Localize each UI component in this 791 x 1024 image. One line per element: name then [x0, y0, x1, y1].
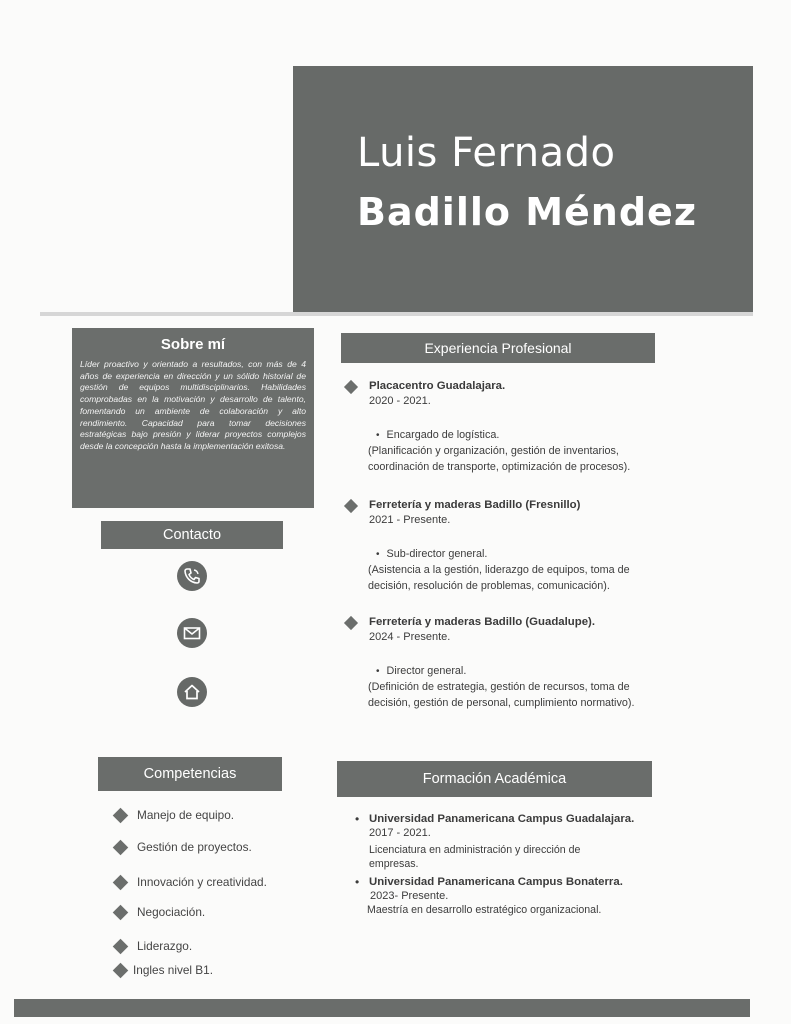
contact-title: Contacto — [101, 521, 283, 549]
experience-description: (Planificación y organización, gestión de inventarios, coordinación de transporte, optimización de procesos). — [368, 445, 631, 473]
bullet-diamond-icon — [113, 939, 129, 955]
bullet-diamond-icon — [113, 905, 129, 921]
bullet-diamond-icon — [344, 499, 358, 513]
competency-label: Ingles nivel B1. — [133, 963, 214, 977]
competency-item — [137, 808, 234, 822]
first-name: Luis Fernado — [357, 130, 616, 176]
experience-role: • Encargado de logística. — [376, 429, 499, 441]
competency-item — [137, 840, 252, 854]
bullet-diamond-icon — [113, 808, 129, 824]
competency-item — [133, 963, 213, 977]
last-name: Badillo Méndez — [357, 190, 697, 234]
header-divider — [40, 312, 753, 316]
competency-label: Innovación y creatividad. — [137, 875, 267, 889]
bullet-diamond-icon — [113, 840, 129, 856]
experience-description: (Asistencia a la gestión, liderazgo de equipos, toma de decisión, resolución de problemas, comunicación). — [368, 564, 630, 592]
education-school: Universidad Panamericana Campus Guadalajara. — [369, 813, 635, 825]
experience-company: Ferretería y maderas Badillo (Fresnillo) — [369, 499, 581, 511]
competencies-title: Competencias — [98, 757, 282, 791]
bullet-diamond-icon — [344, 380, 358, 394]
education-degree: Licenciatura en administración y dirección de empresas. — [369, 844, 581, 870]
bullet-diamond-icon — [344, 616, 358, 630]
phone-icon[interactable] — [177, 561, 207, 591]
education-dates: 2017 - 2021. — [369, 827, 431, 839]
education-degree: Maestría en desarrollo estratégico organizacional. — [367, 904, 602, 916]
experience-role: • Sub-director general. — [376, 548, 487, 560]
home-icon[interactable] — [177, 677, 207, 707]
about-title: Sobre mí — [160, 336, 226, 353]
competency-item — [137, 875, 267, 889]
experience-dates: 2024 - Presente. — [369, 631, 451, 643]
bullet-icon: • — [355, 875, 360, 889]
about-text: Líder proactivo y orientado a resultados, con más de 4 años de experiencia en dirección y un sólido historial de gestión de equipos multidisciplinarios. Habilidades comprobadas en la motivación y desarrollo de talento, fomentando un ambiente de colaboración y alto rendimiento. Capacidad para tomar decisiones estratégicas bajo presión y liderar proyectos complejos desde la concepción hasta la implementación exitosa. — [80, 359, 306, 451]
experience-company: Ferretería y maderas Badillo (Guadalupe). — [369, 616, 595, 628]
name-banner — [293, 66, 753, 314]
about-section — [72, 328, 314, 508]
footer-bar — [14, 999, 750, 1017]
experience-description: (Definición de estrategia, gestión de recursos, toma de decisión, gestión de personal, cumplimiento normativo). — [368, 681, 635, 709]
experience-role: • Director general. — [376, 665, 466, 677]
experience-company: Placacentro Guadalajara. — [369, 380, 506, 392]
mail-icon[interactable] — [177, 618, 207, 648]
competency-label: Negociación. — [137, 905, 206, 919]
competency-item — [137, 905, 205, 919]
experience-title: Experiencia Profesional — [341, 333, 655, 363]
education-item — [355, 812, 659, 871]
bullet-icon: • — [355, 812, 360, 826]
experience-dates: 2021 - Presente. — [369, 514, 451, 526]
education-dates: 2023- Presente. — [370, 890, 449, 902]
competency-item — [137, 939, 192, 953]
education-school: Universidad Panamericana Campus Bonaterra. — [369, 876, 623, 888]
competency-label: Manejo de equipo. — [137, 808, 235, 822]
bullet-diamond-icon — [113, 875, 129, 891]
competency-label: Gestión de proyectos. — [137, 840, 252, 854]
education-item — [355, 875, 659, 918]
experience-dates: 2020 - 2021. — [369, 395, 431, 407]
bullet-diamond-icon — [113, 963, 129, 979]
competency-label: Liderazgo. — [137, 939, 193, 953]
education-title: Formación Académica — [337, 761, 652, 797]
